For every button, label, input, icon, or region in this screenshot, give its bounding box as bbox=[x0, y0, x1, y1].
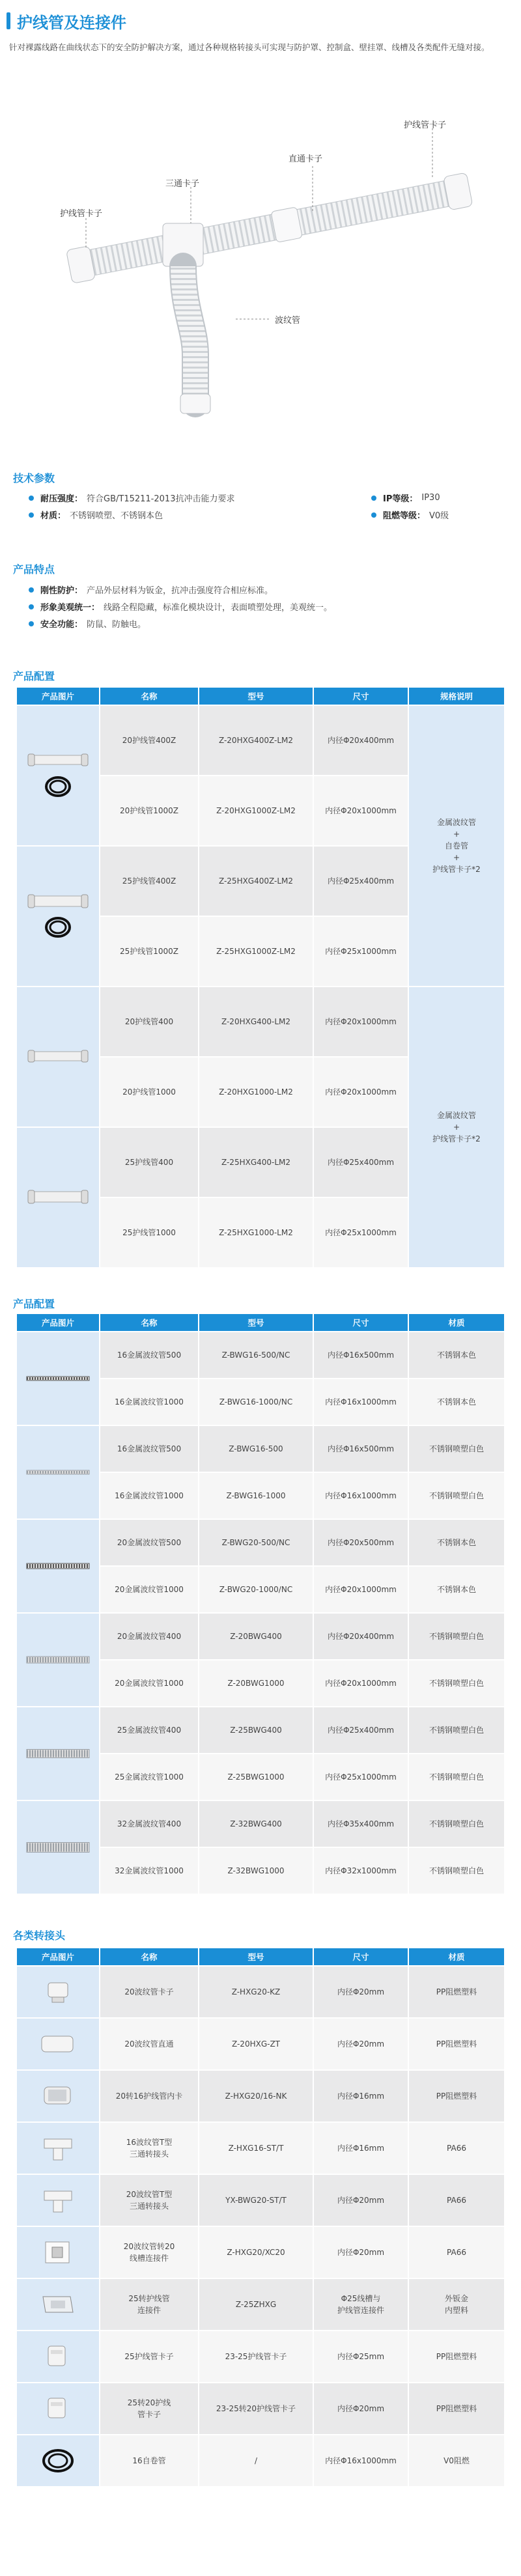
product-image-cell bbox=[16, 2018, 100, 2070]
table1-title: 产品配置 bbox=[13, 670, 55, 682]
adapter-image bbox=[26, 2183, 90, 2217]
table-row: 25护线管1000Z Z-25HXG1000Z-LM2 内径Φ25x1000mm bbox=[16, 916, 505, 987]
table-row: 20护线管400Z Z-20HXG400Z-LM2 内径Φ20x400mm 金属波纹管 + 自卷管 + 护线管卡子*2 bbox=[16, 705, 505, 776]
adapter-image bbox=[26, 2027, 90, 2061]
metal-conduit-image bbox=[24, 1459, 92, 1485]
table-row: 20波纹管转20 线槽连接件 Z-HXG20/XC20 内径Φ20mm PA66 bbox=[16, 2226, 505, 2278]
intro-text: 针对裸露线路在曲线状态下的安全防护解决方案，通过各种规格转接头可实现与防护罩、控制盒、壁挂罩、线槽及各类配件无缝对接。 bbox=[9, 42, 490, 52]
table-row: 16金属波纹管500 Z-BWG16-500 内径Φ16x500mm 不锈钢喷塑白色 bbox=[16, 1425, 505, 1472]
table-row: 25金属波纹管1000 Z-25BWG1000 内径Φ25x1000mm 不锈钢喷塑白色 bbox=[16, 1754, 505, 1800]
page-title-text: 护线管及连接件 bbox=[17, 13, 126, 32]
adapter-image bbox=[26, 2444, 90, 2478]
adapter-image bbox=[26, 2079, 90, 2113]
product-image-cell bbox=[16, 2383, 100, 2435]
col-header: 型号 bbox=[199, 687, 313, 705]
product-image-cell bbox=[16, 1800, 100, 1894]
col-header: 规格说明 bbox=[408, 687, 505, 705]
table-row: 16金属波纹管1000 Z-BWG16-1000 内径Φ16x1000mm 不锈钢喷塑白色 bbox=[16, 1472, 505, 1519]
adapter-image bbox=[26, 2288, 90, 2321]
table2-body bbox=[16, 1332, 505, 1894]
table3-title: 各类转接头 bbox=[13, 1929, 66, 1942]
product-config-table-1 bbox=[16, 686, 505, 1268]
spec-note-cell-2: 金属波纹管 + 护线管卡子*2 bbox=[408, 987, 505, 1268]
table-header-row bbox=[16, 687, 505, 705]
table-row: 25护线管卡子 23-25护线管卡子 内径Φ25mm PP阻燃塑料 bbox=[16, 2331, 505, 2383]
product-image-cell bbox=[16, 1127, 100, 1268]
table-row: 20金属波纹管1000 Z-BWG20-1000/NC 内径Φ20x1000mm 不锈钢本色 bbox=[16, 1566, 505, 1613]
hero-illustration bbox=[0, 75, 521, 440]
metal-conduit-image bbox=[24, 1834, 92, 1860]
metal-conduit-image bbox=[24, 1553, 92, 1579]
hose-with-coil-image bbox=[25, 887, 91, 945]
table-row: 20护线管1000 Z-20HXG1000-LM2 内径Φ20x1000mm bbox=[16, 1057, 505, 1127]
adapter-image bbox=[26, 2392, 90, 2426]
param-flame: 阻燃等级： V0级 bbox=[371, 509, 449, 521]
product-image-cell bbox=[16, 1332, 100, 1425]
feature-safety: 安全功能： 防鼠、防触电。 bbox=[29, 617, 146, 630]
product-image-cell bbox=[16, 705, 100, 846]
table-row: 20波纹管卡子 Z-HXG20-KZ 内径Φ20mm PP阻燃塑料 bbox=[16, 1966, 505, 2018]
table-row: 20护线管1000Z Z-20HXG1000Z-LM2 内径Φ20x1000mm bbox=[16, 776, 505, 846]
metal-conduit-image bbox=[24, 1365, 92, 1392]
table-row: 20金属波纹管500 Z-BWG20-500/NC 内径Φ20x500mm 不锈钢本色 bbox=[16, 1519, 505, 1566]
adapter-image bbox=[26, 1975, 90, 2009]
product-image-cell bbox=[16, 2122, 100, 2174]
col-header: 尺寸 bbox=[313, 687, 408, 705]
table-row: 32金属波纹管400 Z-32BWG400 内径Φ35x400mm 不锈钢喷塑白色 bbox=[16, 1800, 505, 1847]
table-row: 20波纹管直通 Z-20HXG-ZT 内径Φ20mm PP阻燃塑料 bbox=[16, 2018, 505, 2070]
table-header-row: 产品图片 名称 型号 尺寸 材质 bbox=[16, 1948, 505, 1966]
table-row: 16自卷管 / 内径Φ16x1000mm V0阻燃 bbox=[16, 2435, 505, 2487]
metal-conduit-image bbox=[24, 1741, 92, 1767]
table3-body bbox=[16, 1966, 505, 2487]
product-image-cell bbox=[16, 987, 100, 1127]
adapter-image bbox=[26, 2235, 90, 2269]
product-image-cell bbox=[16, 1707, 100, 1800]
table-row: 25金属波纹管400 Z-25BWG400 内径Φ25x400mm 不锈钢喷塑白色 bbox=[16, 1707, 505, 1754]
product-image-cell bbox=[16, 2331, 100, 2383]
table-row: 20金属波纹管400 Z-20BWG400 内径Φ20x400mm 不锈钢喷塑白色 bbox=[16, 1613, 505, 1660]
feature-rigid: 刚性防护： 产品外层材料为钣金，抗冲击强度符合相应标准。 bbox=[29, 583, 273, 596]
product-image-cell bbox=[16, 2174, 100, 2226]
spec-note-cell-1: 金属波纹管 + 自卷管 + 护线管卡子*2 bbox=[408, 705, 505, 987]
adapter-image bbox=[26, 2131, 90, 2165]
callout-hose-clip-right: 护线管卡子 bbox=[404, 120, 447, 130]
param-ip: IP等级： IP30 bbox=[371, 492, 440, 504]
table-row: 20转16护线管内卡 Z-HXG20/16-NK 内径Φ16mm PP阻燃塑料 bbox=[16, 2070, 505, 2122]
product-config-table-2 bbox=[16, 1313, 505, 1895]
table-row: 16金属波纹管500 Z-BWG16-500/NC 内径Φ16x500mm 不锈钢本色 bbox=[16, 1332, 505, 1379]
table-header-row: 产品图片 名称 型号 尺寸 材质 bbox=[16, 1313, 505, 1332]
table-row: 25护线管400 Z-25HXG400-LM2 内径Φ25x400mm bbox=[16, 1127, 505, 1197]
param-pressure: 耐压强度： 符合GB/T15211-2013抗冲击能力要求 bbox=[29, 492, 234, 504]
table-row: 20波纹管T型 三通转接头 YX-BWG20-ST/T 内径Φ20mm PA66 bbox=[16, 2174, 505, 2226]
param-material: 材质： 不锈钢喷塑、不锈钢本色 bbox=[29, 509, 163, 521]
product-image-cell bbox=[16, 1613, 100, 1707]
adapter-image bbox=[26, 2340, 90, 2373]
metal-conduit-image bbox=[24, 1647, 92, 1673]
product-image-cell bbox=[16, 2278, 100, 2331]
product-image-cell bbox=[16, 846, 100, 987]
table-row: 25护线管1000 Z-25HXG1000-LM2 内径Φ25x1000mm bbox=[16, 1197, 505, 1268]
table-row: 32金属波纹管1000 Z-32BWG1000 内径Φ32x1000mm 不锈钢喷塑白色 bbox=[16, 1847, 505, 1894]
title-accent-bar bbox=[7, 12, 10, 29]
product-image-cell bbox=[16, 1425, 100, 1519]
table-row: 25转20护线 管卡子 23-25转20护线管卡子 内径Φ20mm PP阻燃塑料 bbox=[16, 2383, 505, 2435]
table-row: 20金属波纹管1000 Z-20BWG1000 内径Φ20x1000mm 不锈钢喷塑白色 bbox=[16, 1660, 505, 1707]
feature-appearance: 形象美观统一： 线路全程隐藏，标准化模块设计，表面喷塑处理，美观统一。 bbox=[29, 600, 332, 613]
col-header: 名称 bbox=[100, 687, 199, 705]
callout-straight-clip: 直通卡子 bbox=[289, 154, 323, 164]
col-header: 产品图片 bbox=[16, 687, 100, 705]
hose-with-coil-image bbox=[25, 746, 91, 805]
table-row: 25护线管400Z Z-25HXG400Z-LM2 内径Φ25x400mm bbox=[16, 846, 505, 916]
product-image-cell bbox=[16, 2070, 100, 2122]
table2-title: 产品配置 bbox=[13, 1298, 55, 1310]
table-row: 25转护线管 连接件 Z-25ZHXG Φ25线槽与 护线管连接件 外钣金 内塑料 bbox=[16, 2278, 505, 2331]
table-row: 20护线管400 Z-20HXG400-LM2 内径Φ20x1000mm 金属波纹管 + 护线管卡子*2 bbox=[16, 987, 505, 1057]
product-image-cell bbox=[16, 1519, 100, 1613]
hose-image bbox=[25, 1184, 91, 1211]
table-row: 16波纹管T型 三通转接头 Z-HXG16-ST/T 内径Φ16mm PA66 bbox=[16, 2122, 505, 2174]
tech-params-title: 技术参数 bbox=[13, 472, 55, 484]
hose-image bbox=[25, 1044, 91, 1070]
adapters-table bbox=[16, 1947, 505, 2487]
features-title: 产品特点 bbox=[13, 563, 55, 576]
callout-tee-clip: 三通卡子 bbox=[165, 179, 200, 189]
page-title bbox=[7, 9, 126, 33]
product-image-cell bbox=[16, 2435, 100, 2487]
callout-corrugated-tube: 波纹管 bbox=[275, 316, 301, 326]
product-image-cell bbox=[16, 2226, 100, 2278]
table-row: 16金属波纹管1000 Z-BWG16-1000/NC 内径Φ16x1000mm 不锈钢本色 bbox=[16, 1379, 505, 1425]
product-image-cell bbox=[16, 1966, 100, 2018]
callout-hose-clip-left: 护线管卡子 bbox=[60, 209, 103, 219]
